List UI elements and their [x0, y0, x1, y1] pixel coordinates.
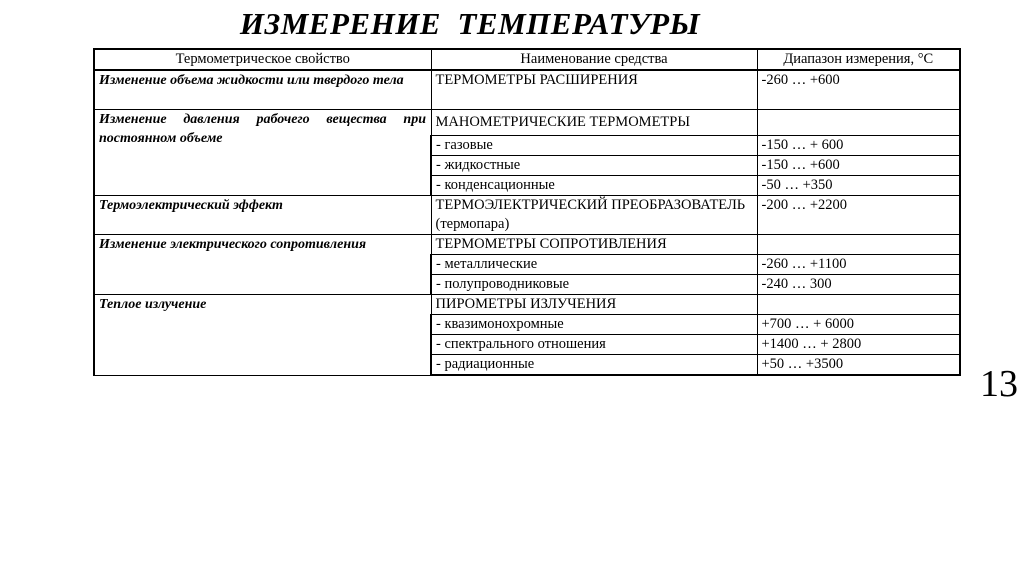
table-row	[94, 70, 960, 110]
property-cell: Теплое излучение	[94, 295, 431, 376]
range-cell: -50 … +350	[757, 176, 960, 196]
header-property: Термометрическое свойство	[94, 49, 431, 70]
instrument-cell: - радиационные	[431, 355, 757, 376]
property-cell: Изменение давления рабочего вещества при постоянном объеме	[94, 110, 431, 196]
table-header-row	[94, 49, 960, 70]
temperature-measurement-table	[93, 48, 961, 376]
property-cell: Изменение электрического сопротивления	[94, 235, 431, 295]
range-cell: -240 … 300	[757, 275, 960, 295]
instrument-cell: - жидкостные	[431, 156, 757, 176]
range-cell: -260 … +1100	[757, 255, 960, 275]
header-range: Диапазон измерения, °C	[757, 49, 960, 70]
header-instrument: Наименование средства	[431, 49, 757, 70]
table-row	[94, 295, 960, 315]
instrument-cell: - конденсационные	[431, 176, 757, 196]
range-cell: -260 … +600	[757, 70, 960, 110]
range-cell	[757, 295, 960, 315]
range-cell: +700 … + 6000	[757, 315, 960, 335]
range-cell	[757, 235, 960, 255]
instrument-cell: - квазимонохромные	[431, 315, 757, 335]
page-title: ИЗМЕРЕНИЕ ТЕМПЕРАТУРЫ	[239, 6, 701, 41]
table-row	[94, 110, 960, 136]
range-cell: -150 … + 600	[757, 136, 960, 156]
instrument-cell: ТЕРМОМЕТРЫ СОПРОТИВЛЕНИЯ	[431, 235, 757, 255]
table-row	[94, 196, 960, 235]
range-cell: -150 … +600	[757, 156, 960, 176]
instrument-cell: МАНОМЕТРИЧЕСКИЕ ТЕРМОМЕТРЫ	[431, 110, 757, 136]
property-cell: Изменение объема жидкости или твердого тела	[94, 70, 431, 110]
instrument-cell: ПИРОМЕТРЫ ИЗЛУЧЕНИЯ	[431, 295, 757, 315]
instrument-cell: - спектрального отношения	[431, 335, 757, 355]
instrument-cell: - газовые	[431, 136, 757, 156]
range-cell: +1400 … + 2800	[757, 335, 960, 355]
property-cell: Термоэлектрический эффект	[94, 196, 431, 235]
instrument-cell: - металлические	[431, 255, 757, 275]
table-row	[94, 235, 960, 255]
slide-number: 13	[980, 363, 1018, 405]
instrument-cell: ТЕРМОЭЛЕКТРИЧЕСКИЙ ПРЕОБРАЗОВАТЕЛЬ (термопара)	[431, 196, 757, 235]
range-cell: -200 … +2200	[757, 196, 960, 235]
range-cell: +50 … +3500	[757, 355, 960, 376]
range-cell	[757, 110, 960, 136]
instrument-cell: ТЕРМОМЕТРЫ РАСШИРЕНИЯ	[431, 70, 757, 110]
instrument-cell: - полупроводниковые	[431, 275, 757, 295]
